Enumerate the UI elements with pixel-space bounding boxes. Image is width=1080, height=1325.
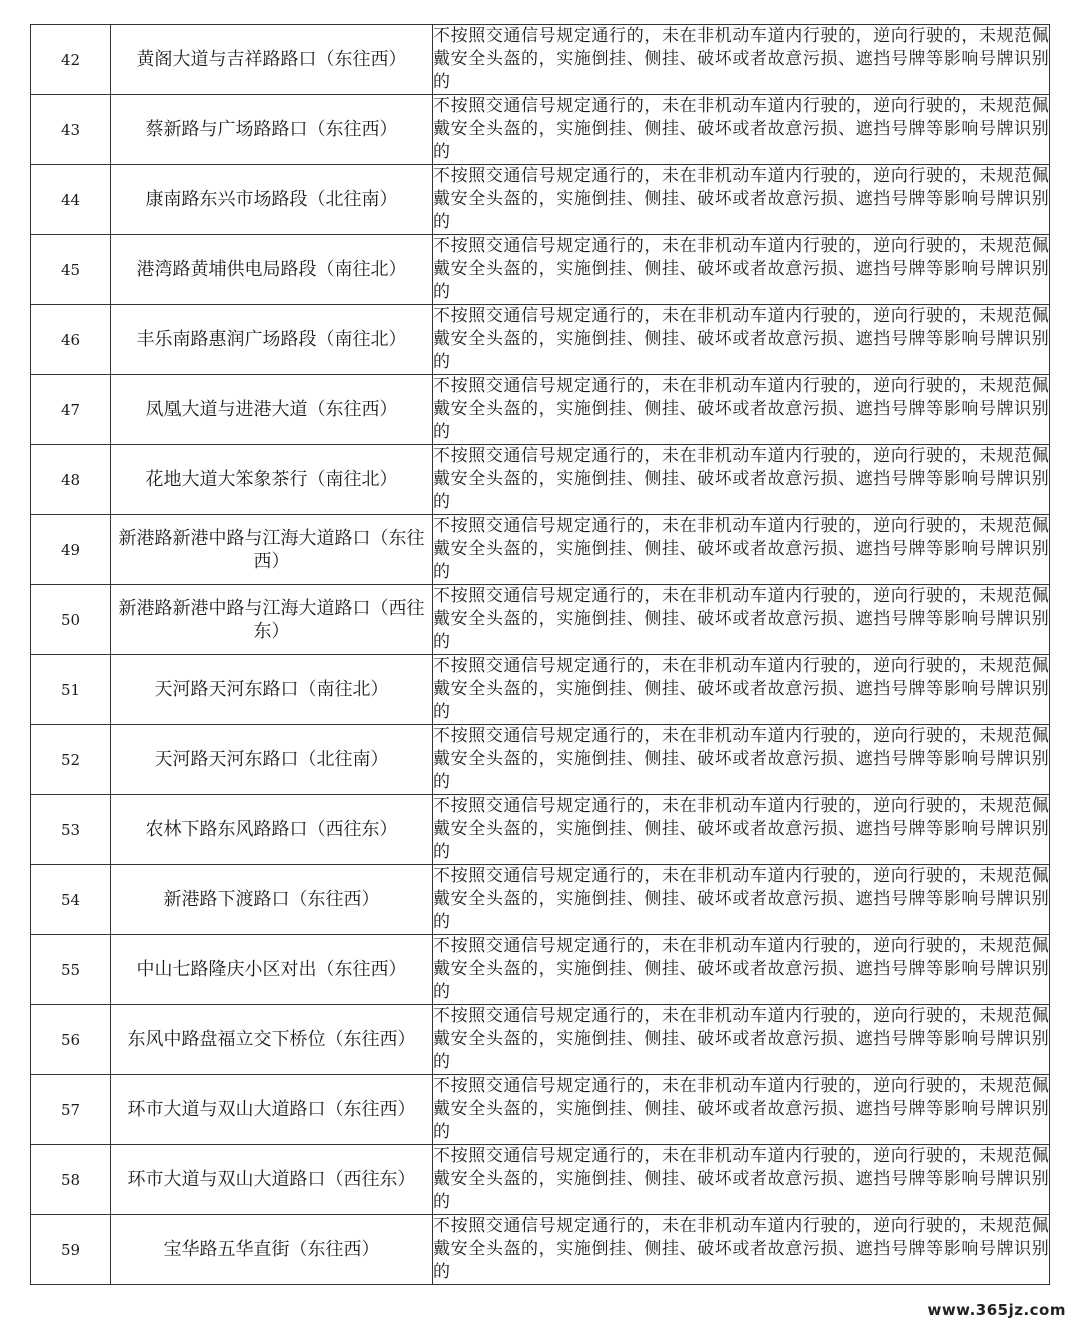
row-violation: 不按照交通信号规定通行的，未在非机动车道内行驶的，逆向行驶的，未规范佩戴安全头盔的，实施倒挂、侧挂、破坏或者故意污损、遮挡号牌等影响号牌识别的 [433, 235, 1050, 305]
row-number: 42 [31, 25, 111, 95]
row-location: 农林下路东风路路口（西往东） [111, 795, 433, 865]
row-violation: 不按照交通信号规定通行的，未在非机动车道内行驶的，逆向行驶的，未规范佩戴安全头盔的，实施倒挂、侧挂、破坏或者故意污损、遮挡号牌等影响号牌识别的 [433, 655, 1050, 725]
table-row [31, 585, 1050, 655]
row-violation: 不按照交通信号规定通行的，未在非机动车道内行驶的，逆向行驶的，未规范佩戴安全头盔的，实施倒挂、侧挂、破坏或者故意污损、遮挡号牌等影响号牌识别的 [433, 95, 1050, 165]
row-location: 环市大道与双山大道路口（西往东） [111, 1145, 433, 1215]
enforcement-location-table [30, 24, 1050, 1285]
row-number: 44 [31, 165, 111, 235]
row-number: 45 [31, 235, 111, 305]
row-number: 43 [31, 95, 111, 165]
table-row [31, 165, 1050, 235]
row-violation: 不按照交通信号规定通行的，未在非机动车道内行驶的，逆向行驶的，未规范佩戴安全头盔的，实施倒挂、侧挂、破坏或者故意污损、遮挡号牌等影响号牌识别的 [433, 165, 1050, 235]
row-number: 56 [31, 1005, 111, 1075]
row-number: 46 [31, 305, 111, 375]
row-violation: 不按照交通信号规定通行的，未在非机动车道内行驶的，逆向行驶的，未规范佩戴安全头盔的，实施倒挂、侧挂、破坏或者故意污损、遮挡号牌等影响号牌识别的 [433, 1215, 1050, 1285]
row-number: 52 [31, 725, 111, 795]
table-row [31, 235, 1050, 305]
row-violation: 不按照交通信号规定通行的，未在非机动车道内行驶的，逆向行驶的，未规范佩戴安全头盔的，实施倒挂、侧挂、破坏或者故意污损、遮挡号牌等影响号牌识别的 [433, 1075, 1050, 1145]
row-location: 凤凰大道与进港大道（东往西） [111, 375, 433, 445]
row-number: 58 [31, 1145, 111, 1215]
row-violation: 不按照交通信号规定通行的，未在非机动车道内行驶的，逆向行驶的，未规范佩戴安全头盔的，实施倒挂、侧挂、破坏或者故意污损、遮挡号牌等影响号牌识别的 [433, 725, 1050, 795]
table-row [31, 1075, 1050, 1145]
row-location: 环市大道与双山大道路口（东往西） [111, 1075, 433, 1145]
row-location: 花地大道大笨象茶行（南往北） [111, 445, 433, 515]
table-row [31, 515, 1050, 585]
table-row [31, 655, 1050, 725]
row-location: 新港路新港中路与江海大道路口（东往西） [111, 515, 433, 585]
row-violation: 不按照交通信号规定通行的，未在非机动车道内行驶的，逆向行驶的，未规范佩戴安全头盔的，实施倒挂、侧挂、破坏或者故意污损、遮挡号牌等影响号牌识别的 [433, 865, 1050, 935]
table-row [31, 1215, 1050, 1285]
table-row [31, 445, 1050, 515]
row-violation: 不按照交通信号规定通行的，未在非机动车道内行驶的，逆向行驶的，未规范佩戴安全头盔的，实施倒挂、侧挂、破坏或者故意污损、遮挡号牌等影响号牌识别的 [433, 1005, 1050, 1075]
row-location: 新港路新港中路与江海大道路口（西往东） [111, 585, 433, 655]
row-number: 48 [31, 445, 111, 515]
row-number: 49 [31, 515, 111, 585]
row-location: 港湾路黄埔供电局路段（南往北） [111, 235, 433, 305]
row-violation: 不按照交通信号规定通行的，未在非机动车道内行驶的，逆向行驶的，未规范佩戴安全头盔的，实施倒挂、侧挂、破坏或者故意污损、遮挡号牌等影响号牌识别的 [433, 515, 1050, 585]
table-row [31, 795, 1050, 865]
row-number: 54 [31, 865, 111, 935]
row-location: 丰乐南路惠润广场路段（南往北） [111, 305, 433, 375]
row-number: 50 [31, 585, 111, 655]
row-number: 57 [31, 1075, 111, 1145]
row-location: 蔡新路与广场路路口（东往西） [111, 95, 433, 165]
table-row [31, 865, 1050, 935]
row-violation: 不按照交通信号规定通行的，未在非机动车道内行驶的，逆向行驶的，未规范佩戴安全头盔的，实施倒挂、侧挂、破坏或者故意污损、遮挡号牌等影响号牌识别的 [433, 375, 1050, 445]
row-location: 康南路东兴市场路段（北往南） [111, 165, 433, 235]
row-number: 59 [31, 1215, 111, 1285]
row-location: 宝华路五华直街（东往西） [111, 1215, 433, 1285]
row-location: 新港路下渡路口（东往西） [111, 865, 433, 935]
table-row [31, 375, 1050, 445]
row-location: 天河路天河东路口（北往南） [111, 725, 433, 795]
row-violation: 不按照交通信号规定通行的，未在非机动车道内行驶的，逆向行驶的，未规范佩戴安全头盔的，实施倒挂、侧挂、破坏或者故意污损、遮挡号牌等影响号牌识别的 [433, 1145, 1050, 1215]
row-violation: 不按照交通信号规定通行的，未在非机动车道内行驶的，逆向行驶的，未规范佩戴安全头盔的，实施倒挂、侧挂、破坏或者故意污损、遮挡号牌等影响号牌识别的 [433, 585, 1050, 655]
row-location: 天河路天河东路口（南往北） [111, 655, 433, 725]
site-watermark: www.365jz.com [927, 1301, 1066, 1319]
row-violation: 不按照交通信号规定通行的，未在非机动车道内行驶的，逆向行驶的，未规范佩戴安全头盔的，实施倒挂、侧挂、破坏或者故意污损、遮挡号牌等影响号牌识别的 [433, 795, 1050, 865]
table-row [31, 725, 1050, 795]
row-number: 51 [31, 655, 111, 725]
row-number: 55 [31, 935, 111, 1005]
row-violation: 不按照交通信号规定通行的，未在非机动车道内行驶的，逆向行驶的，未规范佩戴安全头盔的，实施倒挂、侧挂、破坏或者故意污损、遮挡号牌等影响号牌识别的 [433, 445, 1050, 515]
table-body [31, 25, 1050, 1285]
row-location: 中山七路隆庆小区对出（东往西） [111, 935, 433, 1005]
row-violation: 不按照交通信号规定通行的，未在非机动车道内行驶的，逆向行驶的，未规范佩戴安全头盔的，实施倒挂、侧挂、破坏或者故意污损、遮挡号牌等影响号牌识别的 [433, 935, 1050, 1005]
row-number: 53 [31, 795, 111, 865]
table-row [31, 1005, 1050, 1075]
table-row [31, 305, 1050, 375]
row-violation: 不按照交通信号规定通行的，未在非机动车道内行驶的，逆向行驶的，未规范佩戴安全头盔的，实施倒挂、侧挂、破坏或者故意污损、遮挡号牌等影响号牌识别的 [433, 25, 1050, 95]
row-violation: 不按照交通信号规定通行的，未在非机动车道内行驶的，逆向行驶的，未规范佩戴安全头盔的，实施倒挂、侧挂、破坏或者故意污损、遮挡号牌等影响号牌识别的 [433, 305, 1050, 375]
table-row [31, 1145, 1050, 1215]
table-row [31, 25, 1050, 95]
row-number: 47 [31, 375, 111, 445]
row-location: 东风中路盘福立交下桥位（东往西） [111, 1005, 433, 1075]
table-row [31, 935, 1050, 1005]
row-location: 黄阁大道与吉祥路路口（东往西） [111, 25, 433, 95]
table-row [31, 95, 1050, 165]
